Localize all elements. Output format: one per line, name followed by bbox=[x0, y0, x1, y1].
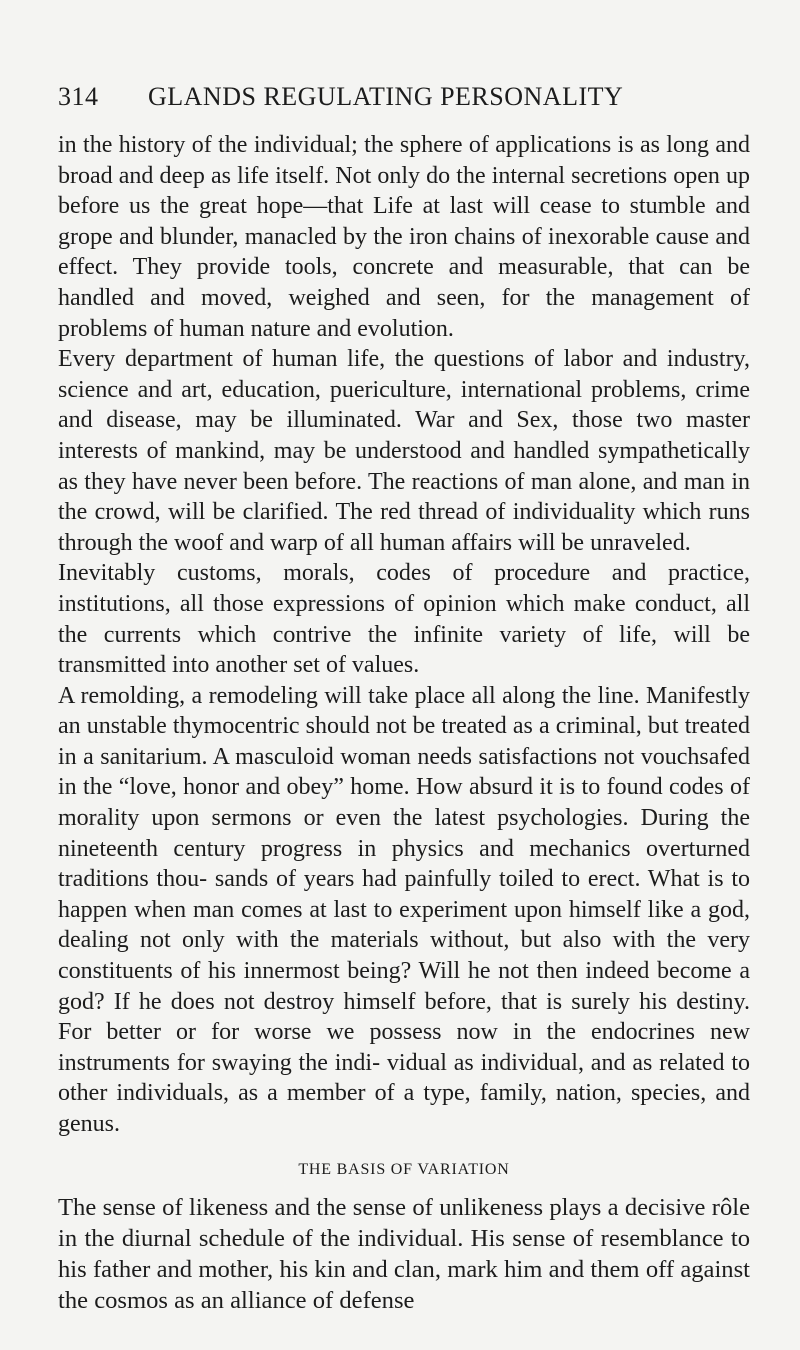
running-head bbox=[58, 82, 748, 122]
section-heading: THE BASIS OF VARIATION bbox=[298, 1160, 510, 1178]
paragraph-3: Inevitably customs, morals, codes of procedure and practice, institutions, all those expressions of opinion which make conduct, all the currents which contrive the infinite variety of life, will be transmitted into another set of values. bbox=[58, 560, 750, 679]
paragraph-1: in the history of the individual; the sphere of applications is as long and broad and deep as life itself. Not only do the internal secretions open up before us the great hope—that Life at last will cease to stumble and grope and blunder, manacled by the iron chains of inexorable cause and effect. They provide tools, concrete and measurable, that can be handled and moved, weighed and seen, for the management of problems of human nature and evolution. bbox=[58, 132, 750, 342]
running-title: GLANDS REGULATING PERSONALITY bbox=[148, 82, 624, 111]
paragraph-4: A remolding, a remodeling will take place all along the line. Manifestly an unstable thymocentric should not be treated as a criminal, but treated in a sanitarium. A masculoid woman needs satisfactions not vouchsafed in the “love, honor and obey” home. How absurd it is to found codes of morality upon sermons or even the latest psychologies. During the nineteenth century progress in physics and mechanics overturned traditions thou- sands of years had painfully toiled to erect. What is to happen when man comes at last to experiment upon himself like a god, dealing not only with the materials without, but also with the very constituents of his innermost being? Will he not then indeed become a god? If he does not destroy himself before, that is surely his destiny. For better or for worse we possess now in the endocrines new instruments for swaying the indi- vidual as individual, and as related to other individuals, as a member of a type, family, nation, species, and genus. bbox=[58, 682, 750, 1137]
body-text bbox=[58, 130, 750, 1316]
page-number: 314 bbox=[58, 82, 99, 111]
paragraph-2: Every department of human life, the questions of labor and industry, science and art, education, puericulture, international problems, crime and disease, may be illuminated. War and Sex, those two master interests of mankind, may be understood and handled sympathetically as they have never been before. The reactions of man alone, and man in the crowd, will be clarified. The red thread of individuality which runs through the woof and warp of all human affairs will be unraveled. bbox=[58, 346, 750, 556]
section-paragraph: The sense of likeness and the sense of unlikeness plays a decisive rôle in the diurnal schedule of the individual. His sense of resemblance to his father and mother, his kin and clan, mark him and them off against the cosmos as an alliance of defense bbox=[58, 1193, 750, 1314]
